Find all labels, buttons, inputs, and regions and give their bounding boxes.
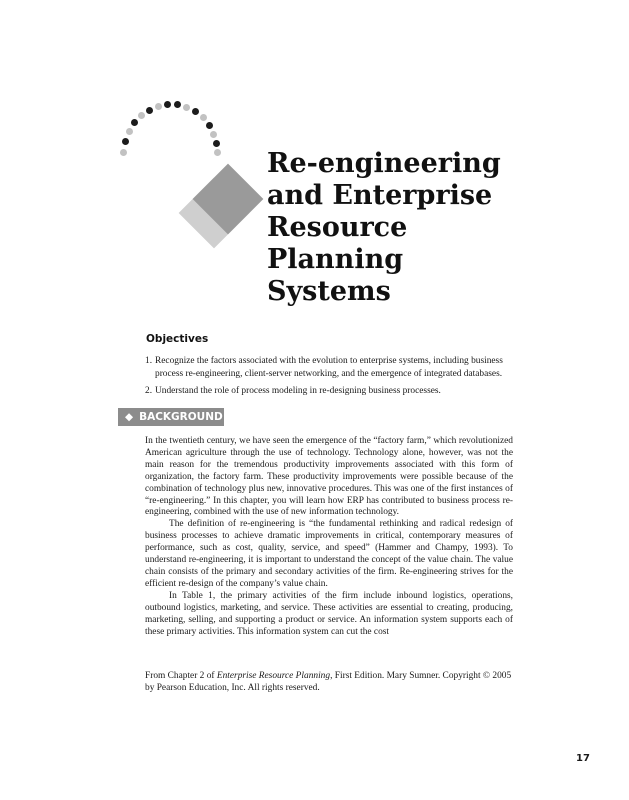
objective-text: Recognize the factors associated with the evolution to enterprise systems, including business process re-engineering, client-server networking, and the emergence of integrated databases. bbox=[155, 356, 503, 379]
arc-dot-icon bbox=[200, 114, 207, 121]
objective-item bbox=[145, 355, 525, 380]
decorative-dot-arc-graphic bbox=[112, 96, 272, 246]
arc-dot-icon bbox=[138, 112, 145, 119]
arc-dot-icon bbox=[126, 128, 133, 135]
body-paragraph: In Table 1, the primary activities of the firm include inbound logistics, operations, outbound logistics, marketing, and service. These activities are essential to creating, producing, marketing, selling, and supporting a product or service. An information system supports each of these primary activities. This information system can cut the cost bbox=[145, 590, 513, 637]
objective-number: 2. bbox=[145, 386, 153, 396]
source-note-suffix: , First Edition. Mary Sumner. Copyright © 2005 by Pearson Education, Inc. All rights reserved. bbox=[145, 671, 512, 693]
source-book-title: Enterprise Resource Planning bbox=[216, 671, 331, 681]
arc-dot-icon bbox=[213, 140, 220, 147]
chapter-title bbox=[267, 148, 501, 308]
chapter-title-line: and Enterprise bbox=[267, 180, 493, 211]
section-heading-text: BACKGROUND bbox=[139, 411, 223, 423]
chapter-title-line: Planning bbox=[267, 244, 404, 275]
objectives-heading: Objectives bbox=[146, 333, 209, 345]
arc-dot-icon bbox=[174, 101, 181, 108]
arc-dot-icon bbox=[120, 149, 127, 156]
arc-dot-icon bbox=[206, 122, 213, 129]
arc-dot-icon bbox=[146, 107, 153, 114]
source-note bbox=[145, 670, 513, 694]
arc-dot-icon bbox=[192, 108, 199, 115]
body-paragraph: The definition of re-engineering is “the fundamental rethinking and radical redesign of business processes to achieve dramatic improvements in critical, contemporary measures of performance, such as cost, quality, service, and speed” (Hammer and Champy, 1993). To understand re-engineering, it is important to understand the concept of the value chain. The value chain consists of the primary and secondary activities of the firm. Re-engineering strives for the efficient re-design of the company’s value chain. bbox=[145, 519, 513, 589]
arc-dot-icon bbox=[122, 138, 129, 145]
arc-dot-icon bbox=[155, 103, 162, 110]
arc-dot-icon bbox=[214, 149, 221, 156]
objective-number: 1. bbox=[145, 356, 153, 366]
arc-dot-icon bbox=[131, 119, 138, 126]
objective-item bbox=[145, 385, 525, 398]
arc-dot-icon bbox=[164, 101, 171, 108]
chapter-title-line: Resource bbox=[267, 212, 408, 243]
chapter-title-line: Re-engineering bbox=[267, 148, 501, 179]
objectives-list bbox=[145, 355, 525, 403]
arc-dot-icon bbox=[210, 131, 217, 138]
page-number: 17 bbox=[576, 753, 590, 764]
arc-dot-icon bbox=[183, 104, 190, 111]
section-heading-banner bbox=[118, 408, 224, 426]
source-note-prefix: From Chapter 2 of bbox=[145, 671, 217, 681]
body-paragraph: In the twentieth century, we have seen the emergence of the “factory farm,” which revolutionized American agriculture through the use of technology. Technology alone, however, was not the main reason for the tremendous productivity improvements associated with this form of organization, the factory farm. These productivity improvements were possible because of the combination of technology plus new, innovative procedures. This was one of the first instances of “re-engineering.” In this chapter, you will learn how ERP has contributed to business process re-engineering, combined with the use of new information technology. bbox=[145, 436, 513, 518]
body-text bbox=[145, 436, 513, 638]
objective-text: Understand the role of process modeling in re-designing business processes. bbox=[155, 386, 441, 396]
diamond-bullet-icon: ◆ bbox=[125, 411, 134, 423]
chapter-title-line: Systems bbox=[267, 276, 391, 307]
